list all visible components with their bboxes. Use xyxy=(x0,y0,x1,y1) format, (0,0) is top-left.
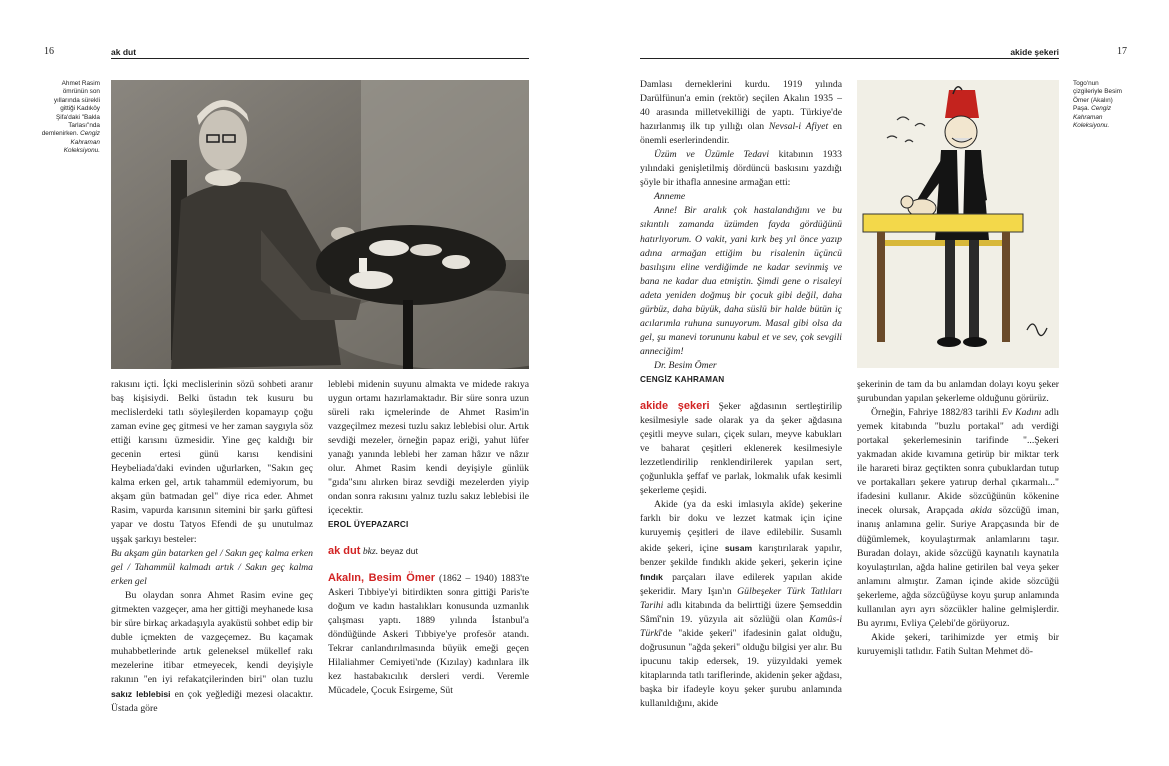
paragraph-text: en önemli eserlerindendir. xyxy=(640,121,843,147)
author-signature: CENGİZ KAHRAMAN xyxy=(640,374,725,384)
book-title: Üzüm ve Üzümle Tedavi xyxy=(654,149,770,161)
paragraph xyxy=(111,589,313,716)
running-header-left: ak dut xyxy=(111,47,137,57)
paragraph: rakısını içti. İçki meclislerinin sözü sohbeti aranır baş kişisiydi. Belki üstadın tek kusuru bu meclislerdeki tatlı söyleşilerden kopamayıp çoğu zaman evine geç gitmesi ve her zaman saygıyla söz ettiği karısını üzmesidir. Yine geç kaldığı bir gecenin ertesi günü karısı kendisini Heybeliada'daki evinden uğurlarken, "Sakın geç kalma erken gel, artık tahammül edemiyorum, bu akşam gün batmadan gel" diye rica eder. Ahmet Rasim, vapurda karısının sitemini bir şarkı güftesi yapar ve dostu Tatyos Efendi de şu unutulmaz uşşak şarkıyı besteler: xyxy=(111,379,313,545)
paragraph xyxy=(640,498,842,711)
paragraph-text: karıştırılarak yapılır, benzer şekilde fındıklı akide şekeri, şekerin içine xyxy=(640,542,842,568)
text-column-right-1 xyxy=(640,78,842,711)
paragraph-text: adlı yemek kitabında "buzlu portakal" adı verdiği portakal şekerlemesinin tarifinde "...Şekeri yakmadan akide kıvamına getirüp bir miktar terk ile harareti biraz geçtikten sonra çubuklardan tutup ve portakalları şekere yatırup derhal çıkarmalı..." ifadesini kullanır. Akide sözcüğünün kökenine inecek olursak, Arapçada xyxy=(857,407,1060,517)
paragraph-text: Damlası derneklerini kurdu. 1919 yılında Darülfünun'a emin (rektör) seçilen Akalın 1935 – 40 arasında milletvekilliği de yaptı. Türkiye'de hazırlanmış ilk tıp yıllığı olan xyxy=(640,79,842,133)
paragraph-text: Bu olaydan sonra Ahmet Rasim evine geç gitmekten vazgeçer, ama her gittiği meyhanede kısa bir süre birkaç arkadaşıyla ayaküstü sohbet edip bir duble içmekten de vazgeçemez. Bu kaçamak muhabbetlerinde artık geleneksel mükellef rakı mezelerine itibar etmeyecek, kendi deyişiyle rakının "en iyi refakatçilerinden biri" olan tuzlu xyxy=(111,589,313,685)
text-column-right-2 xyxy=(857,378,1059,659)
book-title: Ev Kadını xyxy=(1001,407,1042,419)
paragraph-text: Akide (ya da eski imlasıyla akîde) şekerine farklı bir doku ve lezzet katmak için içine kuruyemiş çeşitleri de ilave edilebilir. Susamlı akide şekeri, içine xyxy=(640,499,842,554)
caption-credit: Cengiz Kahraman Koleksiyonu. xyxy=(63,130,100,155)
book-title: Nevsal-i Afiyet xyxy=(768,121,829,133)
term-sakiz-leblebisi: sakız leblebisi xyxy=(111,689,171,700)
cross-reference-target: beyaz dut xyxy=(380,545,418,556)
book-title: Kamûs-i Türkî xyxy=(640,613,843,639)
photo-caption-left xyxy=(40,80,100,156)
entry-text: Şeker ağdasının sertleştirilip kesilmesiyle sade olarak ya da şeker ağdasına çeşitli meyve suları, çiçek suları, meyve kabukları ve baharat çeşitleri eklenerek kesilmesiyle lezzetlendirilip renklendirilerek yapılan sert, çoğunlukla şeffaf ve parlak, lokmalık ufak kesimli şekerleme çeşidi. xyxy=(640,401,842,497)
photo-ahmet-rasim xyxy=(111,80,529,369)
book-title: Gülbeşeker Türk Tatlıları Tarihi xyxy=(640,585,843,611)
entry-ak-dut xyxy=(328,544,529,559)
verse: Bu akşam gün batarken gel / Sakın geç kalma erken gel / Tahammül kalmadı artık / Sakın geç kalma erken gel xyxy=(111,547,313,587)
paragraph-text: en çok yeğlediği mezesi olacaktır. Üstada göre xyxy=(111,689,313,715)
caption-text: Togo'nun çizgileriyle Besim Ömer (Akalın) Paşa. xyxy=(1073,80,1123,113)
entry-akalin xyxy=(328,571,529,698)
page-number-left: 16 xyxy=(44,46,54,57)
entry-heading: Akalın, Besim Ömer xyxy=(328,571,435,584)
photo-illustration xyxy=(111,80,529,369)
dedication-signature: Dr. Besim Ömer xyxy=(654,359,717,371)
paragraph-text: adlı kitabında da belirttiği üzere Şemseddin Sâmî'nin 19. yüzyıla ait sözlüğü olan xyxy=(640,599,842,625)
entry-heading: akide şekeri xyxy=(640,400,710,413)
page-number-right: 17 xyxy=(1117,46,1127,57)
term-findik: fındık xyxy=(640,571,663,582)
word-akida: akida xyxy=(970,505,992,517)
paragraph-text: parçaları ilave edilerek yapılan akide şekeridir. Mary Işın'ın xyxy=(640,571,842,597)
dedication-text: Anne! Bir aralık çok hastalandığını ve bu sıkıntılı zamanda üzümden fayda gördüğünü hatırlıyorum. O vakit, yani kırk beş yıl önce yazıp adına armağan ettiğim bu risalenin üçüncü basılışını eline verdiğimde ne kadar sevinmiş ve bana ne kadar dua etmiştin. Şimdi gene o risaleyi adeta yeniden doğmuş bir çocuk gibi değil, daha gürbüz, daha büyük, daha süslü bir halde bütün iç acılarımla ruhuna sunuyorum. Masal gibi olsa da gel, şu manevi torununu kabul et ve sev, çok sevgili anneciğim! xyxy=(640,205,842,357)
paragraph-text: kitabının 1933 yılındaki genişletilmiş dördüncü baskısını yazdığı şöyle bir ithafla annesine armağan etti: xyxy=(640,149,842,189)
term-susam: susam xyxy=(724,542,753,553)
author-signature: EROL ÜYEPAZARCI xyxy=(328,520,409,530)
cartoon-illustration xyxy=(857,80,1059,368)
running-header-right: akide şekeri xyxy=(1010,47,1059,57)
entry-akide-sekeri xyxy=(640,399,842,498)
entry-heading: ak dut xyxy=(328,544,361,557)
paragraph-text: 'de "akide şekeri" ifadesinin galat olduğu, doğrusunun "ağda şekeri" olduğu bilgisi yer alır. Bu ipucunu takip edersek, 19. yüzyıldaki yemek kitaplarında tatlı tariflerinde, akidenin şeker ağdası, başka bir ifadeyle koyu şeker şurubu anlamında kullanıldığını, akide xyxy=(640,627,842,710)
paragraph-text: sözcüğü iman, inanış anlamına gelir. Suriye Arapçasında bir de düğümlemek, koyulaştırmak anlamlarını taşır. Buradan dolayı, akide sözcüğü kaynatılı kaynatıla koyulaştırılan, ağda haline getirilen bal veya şeker anlamını almıştır. Zaman içinde akide sözcüğü şekerleme, ağda sözcüğüyse koyu şurup anlamında kullanılan ayrı ayrı sözcükler haline gelmişlerdir. Bu ayrımı, Evliya Çelebi'de görüyoruz. xyxy=(857,505,1060,629)
paragraph xyxy=(857,406,1059,631)
caption-credit: Cengiz Kahraman Koleksiyonu. xyxy=(1073,105,1112,130)
header-rule-left xyxy=(111,58,529,59)
cartoon-besim-omer xyxy=(857,80,1059,368)
paragraph xyxy=(640,78,842,148)
photo-caption-right xyxy=(1073,80,1129,130)
paragraph: leblebi midenin suyunu almakta ve midede rakıya uygun ortamı hazırlamaktadır. Bir süre sonra uzun süreli rakı içmelerinde de Ahmet Rasim'in vazgeçilmez mezesi tuzlu sakız leblebisi olur. Artık sevdiği mezeler, örneğin papaz eriği, yahut lüfer yanağı yanında leblebi her zaman hâzır ve nâzır olur. Ahmet Rasim kendi deyişiyle günlük "gıda"sını alırken biraz sevdiği mezelerden yiyip ondan sonra rakısını yalnız tuzlu sakız leblebisi ile içecektir. xyxy=(328,379,529,517)
header-rule-right xyxy=(640,58,1059,59)
caption-text: Ahmet Rasim ömrünün son yıllarında sürekli gittiği Kadıköy Şifa'daki "Bakla Tarlası"nda demlenirken. xyxy=(41,80,100,138)
dedication-title: Anneme xyxy=(654,191,686,203)
cross-reference-label: bkz. xyxy=(362,545,379,557)
paragraph xyxy=(640,148,842,190)
text-column-left-1 xyxy=(111,378,313,716)
text-column-left-2 xyxy=(328,378,529,698)
paragraph: Akide şekeri, tarihimizde yer etmiş bir kuruyemişli tatlıdır. Fatih Sultan Mehmet dö- xyxy=(857,631,1059,657)
paragraph: şekerinin de tam da bu anlamdan dolayı koyu şeker şurubundan yapılan şekerleme olduğunu görürüz. xyxy=(857,379,1059,405)
paragraph-text: Örneğin, Fahriye 1882/83 tarihli xyxy=(871,407,999,419)
entry-text: (1862 – 1940) 1883'te Askeri Tıbbiye'yi bitirdikten sonra gittiği Paris'te doğum ve kadın hastalıkları konusunda uzmanlık çalışması yaptı. 1889 yılında İstanbul'a döndüğünde Askeri Tıbbiye'ye profesör atandı. Tekrar canlandırılmasında büyük emeği geçen Hilaliahmer Cemiyeti'nde (Kızılay) kadınlara ilk kez hastabakıcılık dersleri verdi. Veremle Mücadele, Çocuk Esirgeme, Süt xyxy=(328,572,529,696)
